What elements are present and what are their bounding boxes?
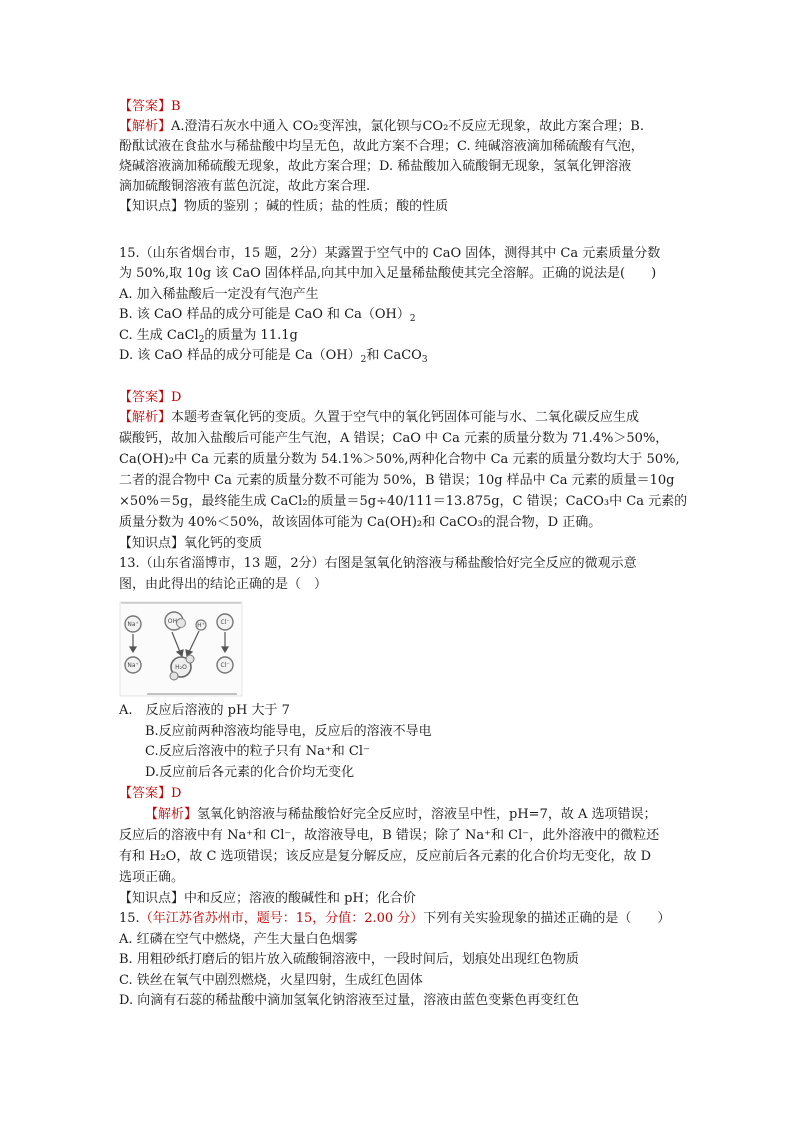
- chloride-ion-after: [217, 657, 233, 673]
- analysis-tag: 【解析】: [119, 119, 172, 134]
- analysis-text: A.澄清石灰水中通入 CO₂变浑浊，氯化钡与CO₂不反应无现象，故此方案合理；B.: [171, 119, 644, 134]
- svg-text:OH⁻: OH⁻: [167, 618, 181, 625]
- chloride-ion: [217, 614, 233, 630]
- option-c: C. 铁丝在氧气中剧烈燃烧，火星四射，生成红色固体: [119, 973, 423, 988]
- analysis-line: 【解析】本题考查氧化钙的变质。久置于空气中的氧化钙固体可能与水、二氧化碳反应生成: [119, 410, 640, 425]
- option-c: C. 生成 CaCl$_2$的质量为 11.1g: [119, 328, 298, 345]
- option-a: A. 红磷在空气中燃烧，产生大量白色烟雾: [119, 932, 358, 947]
- answer-value: D: [171, 786, 182, 801]
- option-d: D. 该 CaO 样品的成分可能是 $Ca(OH)_2$和 CaCO$_3$: [119, 348, 428, 365]
- option-b: B. 用粗砂纸打磨后的铝片放入硫酸铜溶液中，一段时间后，划痕处出现红色物质: [119, 952, 579, 967]
- analysis-line: 【解析】氢氧化钠溶液与稀盐酸恰好完全反应时，溶液呈中性，pH=7，故 A 选项错误；: [145, 807, 657, 822]
- question-stem: 13.（山东省淄博市，13 题，2分）右图是氢氧化钠溶液与稀盐酸恰好完全反应的微观示意: [119, 556, 637, 571]
- answer-tag: 【答案】: [119, 390, 172, 405]
- answer-value: B: [171, 99, 181, 114]
- question-source: （年江苏省苏州市，题号：15，分值：2.00 分）: [139, 911, 424, 926]
- question-stem: 15.（年江苏省苏州市，题号：15，分值：2.00 分）下列有关实验现象的描述正确的是（ ）: [119, 911, 671, 926]
- answer-line-3: [119, 785, 181, 803]
- hydrogen-ion: [196, 620, 206, 630]
- analysis-line: 酚酞试液在食盐水与稀盐酸中均呈无色，故此方案不合理；C. 纯碱溶液滴加稀硫酸有气泡，: [119, 139, 644, 154]
- analysis-line: 烧碱溶液滴加稀硫酸无现象，故此方案合理；D. 稀盐酸加入硫酸铜无现象，氢氧化钾溶液: [119, 159, 632, 174]
- question-stem: 为 50%,取 10g 该 CaO 固体样品,向其中加入足量稀盐酸使其完全溶解。正确的说法是( ): [119, 266, 657, 281]
- knowledge-line: 【知识点】中和反应；溶液的酸碱性和 pH；化合价: [119, 891, 416, 906]
- analysis-line: [119, 118, 644, 136]
- knowledge-line: 【知识点】氧化钙的变质: [119, 536, 263, 551]
- analysis-line: 碳酸钙，故加入盐酸后可能产生气泡，A 错误；CaO 中 Ca 元素的质量分数为 71.4%＞50%，: [119, 431, 669, 446]
- analysis-tag: 【解析】: [119, 410, 172, 425]
- analysis-line: 二者的混合物中 Ca 元素的质量分数不可能为 50%，B 错误；10g 样品中 Ca 元素的质量＝10g: [119, 473, 675, 488]
- analysis-line: 选项正确。: [119, 870, 185, 885]
- option-b: B. 该 CaO 样品的成分可能是 CaO 和 $Ca(OH)_2$: [119, 307, 416, 324]
- knowledge-tag: 【知识点】: [119, 199, 185, 214]
- analysis-line: 反应后的溶液中有 Na⁺和 Cl⁻，故溶液导电，B 错误；除了 Na⁺和 Cl⁻，此外溶液中的微粒还: [119, 828, 660, 843]
- analysis-tag: 【解析】: [145, 807, 198, 822]
- answer-line-1: [119, 98, 181, 116]
- svg-text:Na⁺: Na⁺: [127, 621, 139, 628]
- analysis-line: ×50%＝5g，最终能生成 CaCl₂的质量＝5g÷40/111＝13.875g，C 错误；CaCO₃中 Ca 元素的: [119, 494, 688, 509]
- knowledge-line: [119, 198, 448, 216]
- sodium-ion: [125, 616, 141, 632]
- answer-value: D: [171, 390, 182, 405]
- svg-text:H⁺: H⁺: [197, 622, 205, 629]
- analysis-line: 有和 H₂O，故 C 选项错误；该反应是复分解反应，反应前后各元素的化合价均无变化，故 D: [119, 849, 652, 864]
- option-a: A. 加入稀盐酸后一定没有气泡产生: [119, 287, 319, 302]
- option-d: D. 向滴有石蕊的稀盐酸中滴加氢氧化钠溶液至过量，溶液由蓝色变紫色再变红色: [119, 993, 580, 1008]
- option-b: B.反应前两种溶液均能导电，反应后的溶液不导电: [145, 724, 432, 739]
- answer-tag: 【答案】: [119, 99, 172, 114]
- option-d: D.反应前后各元素的化合价均无变化: [145, 765, 355, 780]
- svg-text:Na⁺: Na⁺: [127, 662, 139, 669]
- svg-text:Cl⁻: Cl⁻: [220, 662, 230, 669]
- option-c: C.反应后溶液中的粒子只有 Na⁺和 Cl⁻: [145, 744, 370, 759]
- answer-tag: 【答案】: [119, 786, 172, 801]
- sodium-ion-after: [125, 657, 141, 673]
- svg-text:H₂O: H₂O: [175, 664, 187, 671]
- knowledge-tag: 【知识点】: [119, 891, 185, 906]
- answer-line-2: [119, 389, 181, 407]
- neutralization-diagram: [119, 601, 243, 697]
- knowledge-tag: 【知识点】: [119, 536, 185, 551]
- question-stem: 图，由此得出的结论正确的是（ ）: [119, 577, 328, 592]
- analysis-line: 质量分数为 40%＜50%，故该固体可能为 Ca(OH)₂和 CaCO₃的混合物，D 正确。: [119, 515, 602, 530]
- question-stem: 15.（山东省烟台市，15 题，2分）某露置于空气中的 CaO 固体，测得其中 Ca 元素质量分数: [119, 246, 661, 261]
- analysis-line: 滴加硫酸铜溶液有蓝色沉淀，故此方案合理.: [119, 179, 371, 194]
- knowledge-text: 物质的鉴别 ；碱的性质；盐的性质；酸的性质: [184, 199, 449, 214]
- analysis-line: Ca(OH)₂中 Ca 元素的质量分数为 54.1%＞50%,两种化合物中 Ca 元素的质量分数均大于 50%,: [119, 452, 680, 467]
- svg-text:Cl⁻: Cl⁻: [220, 619, 230, 626]
- option-a: A. 反应后溶液的 pH 大于 7: [119, 703, 290, 718]
